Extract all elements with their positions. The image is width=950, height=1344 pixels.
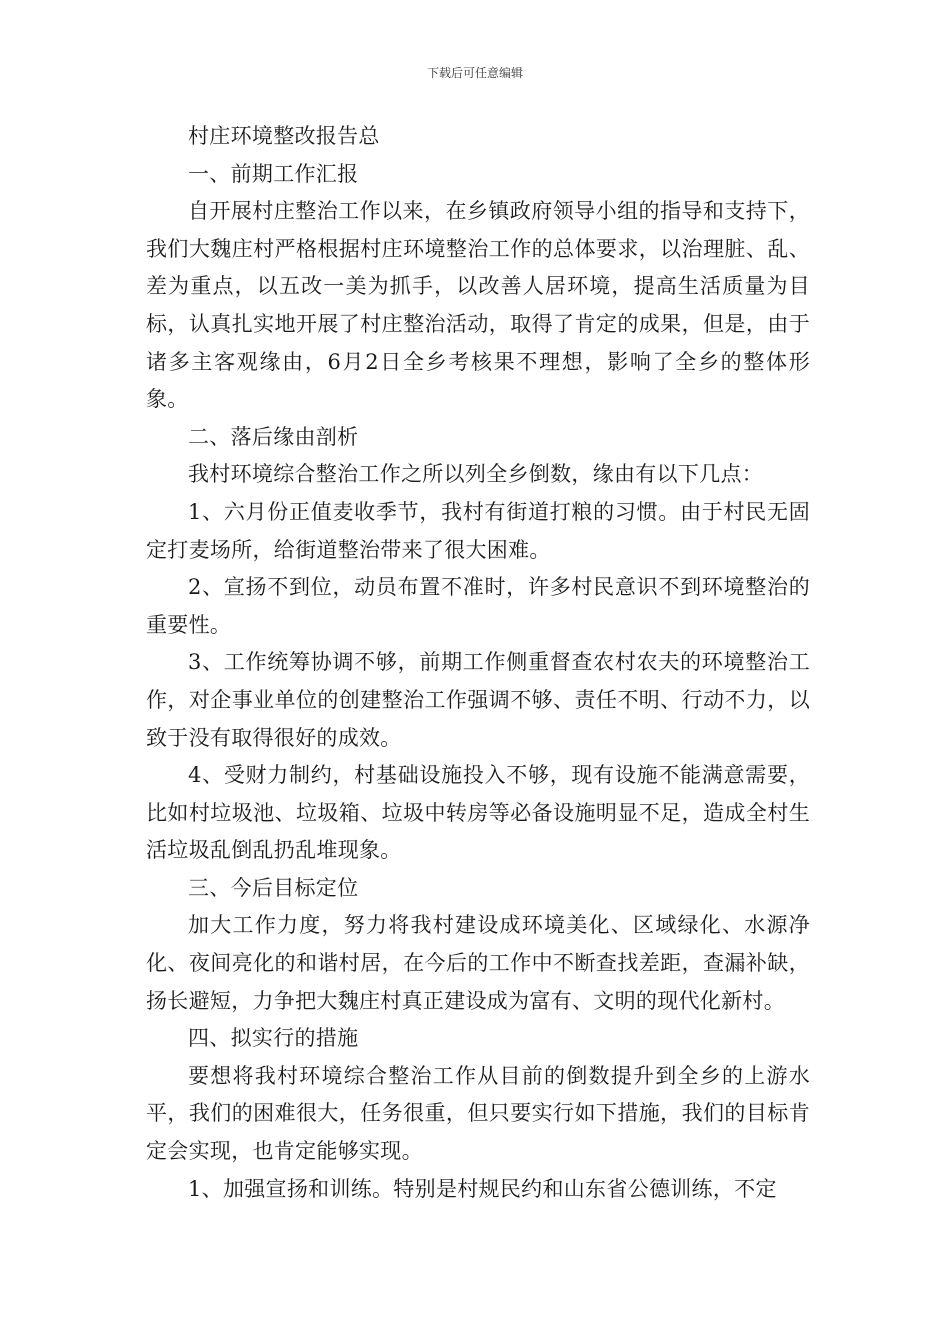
section2-intro: 我村环境综合整治工作之所以列全乡倒数，缘由有以下几点： [188,462,764,487]
section1-paragraph: 自开展村庄整治工作以来，在乡镇政府领导小组的指导和支持下，我们大魏庄村严格根据村庄环境整治工作的总体要求，以治理脏、乱、差为重点，以五改一美为抓手，以改善人居环境，提高生活质量为目标，认真扎实地开展了村庄整治活动，取得了肯定的成果，但是，由于诸多主客观缘由，6月2日全乡考核果不理想，影响了全乡的整体形象。 [146,199,810,412]
section3-paragraph: 加大工作力度，努力将我村建设成环境美化、区域绿化、水源净化、夜间亮化的和谐村居，在今后的工作中不断查找差距，查漏补缺，扬长避短，力争把大魏庄村真正建设成为富有、文明的现代化新村。 [146,913,810,1013]
section4-item-1: 1、加强宣扬和训练。特别是村规民约和山东省公德训练，不定 [188,1176,777,1201]
section2-item-1: 1、六月份正值麦收季节，我村有街道打粮的习惯。由于村民无固定打麦场所，给街道整治带来了很大困难。 [146,499,810,562]
section4-paragraph: 要想将我村环境综合整治工作从目前的倒数提升到全乡的上游水平，我们的困难很大，任务很重，但只要实行如下措施，我们的目标肯定会实现，也肯定能够实现。 [146,1063,810,1164]
section1-heading: 一、前期工作汇报 [188,161,359,186]
header-note: 下载后可任意编辑 [426,66,523,80]
section2-item-3: 3、工作统筹协调不够，前期工作侧重督查农村农夫的环境整治工作，对企事业单位的创建整治工作强调不够、责任不明、行动不力，以致于没有取得很好的成效。 [146,650,810,750]
document-title: 村庄环境整改报告总 [188,124,380,148]
section2-item-4: 4、受财力制约，村基础设施投入不够，现有设施不能满意需要，比如村垃圾池、垃圾箱、垃圾中转房等必备设施明显不足，造成全村生活垃圾乱倒乱扔乱堆现象。 [146,763,810,863]
section4-heading: 四、拟实行的措施 [188,1026,359,1051]
document-body [146,118,810,1208]
section2-item-2: 2、宣扬不到位，动员布置不准时，许多村民意识不到环境整治的重要性。 [146,575,810,637]
section2-heading: 二、落后缘由剖析 [188,424,359,449]
section3-heading: 三、今后目标定位 [188,875,359,900]
